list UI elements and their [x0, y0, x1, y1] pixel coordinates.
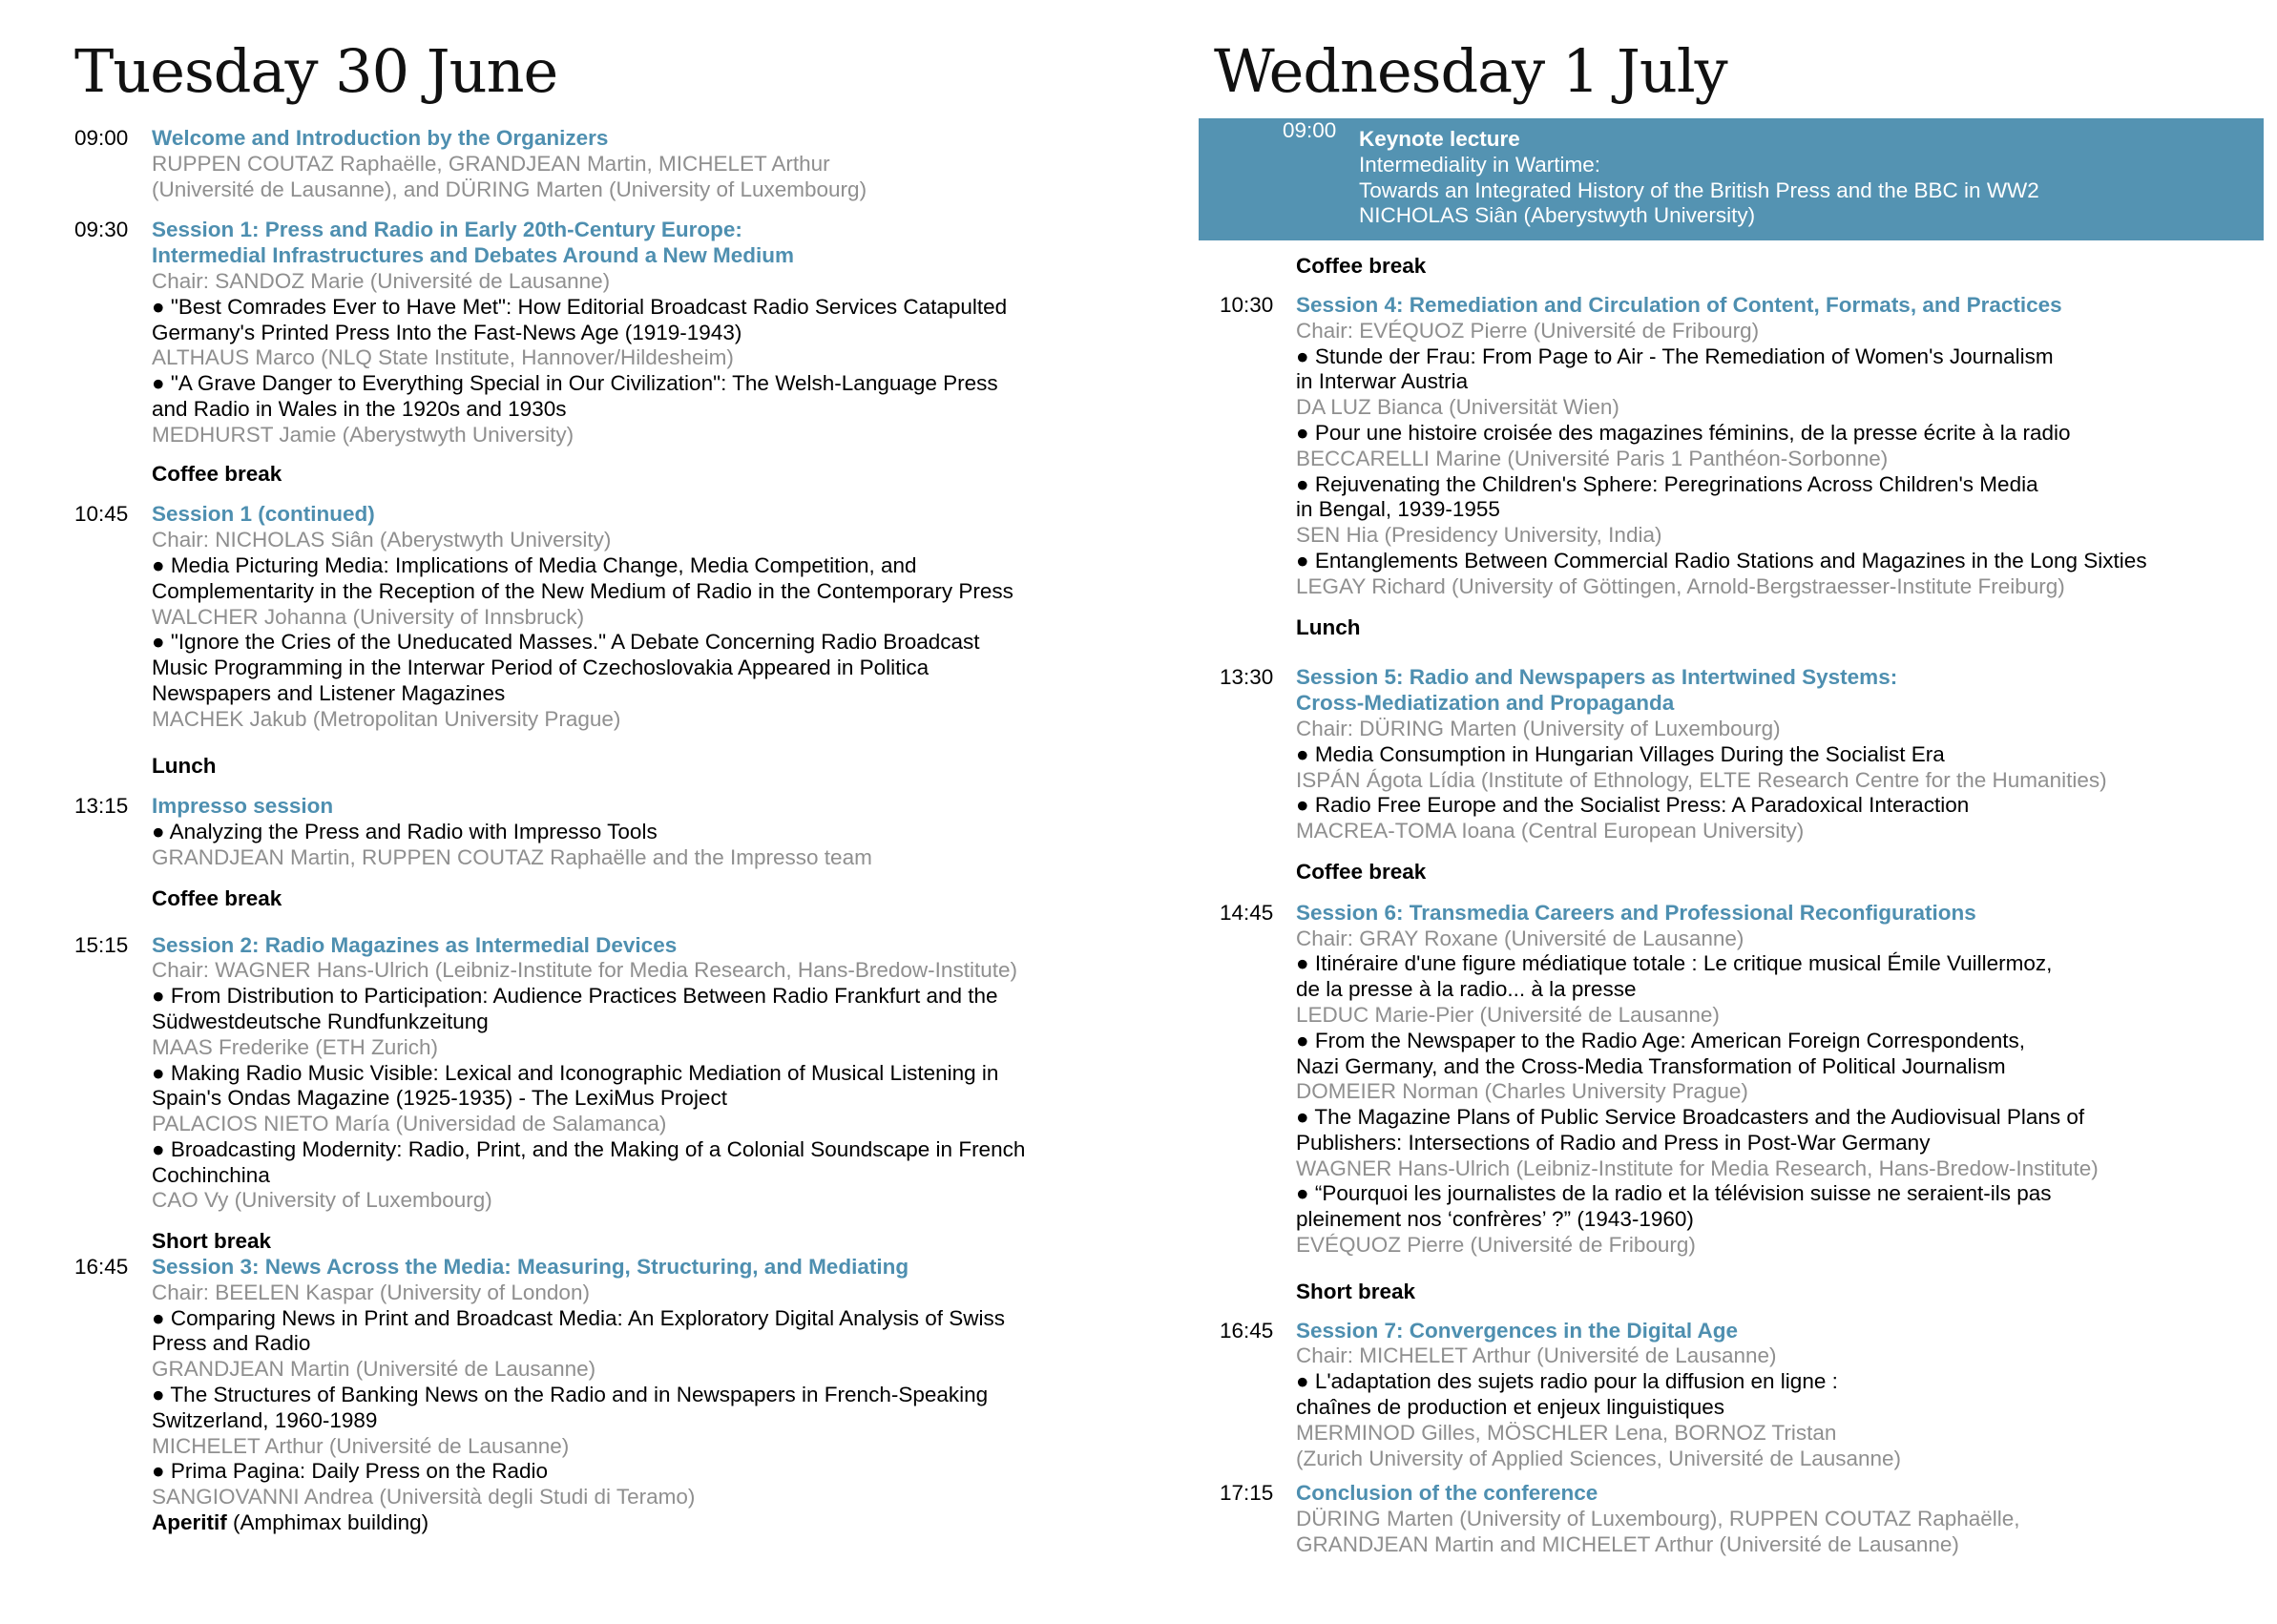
paper-title: ● “Pourquoi les journalistes de la radio et la télévision suisse ne seraient-ils pas	[1296, 1181, 2052, 1206]
paper-title: ● "Best Comrades Ever to Have Met": How Editorial Broadcast Radio Services Catapulted	[152, 294, 1008, 319]
session-content	[152, 933, 1145, 1215]
speaker-affiliation: WAGNER Hans-Ulrich (Leibniz-Institute for Media Research, Hans-Bredow-Institute)	[1296, 1156, 2099, 1180]
paper-title: ● From Distribution to Participation: Audience Practices Between Radio Frankfurt and the	[152, 984, 998, 1009]
paper-title: and Radio in Wales in the 1920s and 1930s	[152, 396, 567, 421]
paper-title: Südwestdeutsche Rundfunkzeitung	[152, 1009, 489, 1033]
speaker-affiliation: ISPÁN Ágota Lídia (Institute of Ethnology, ELTE Research Centre for the Humanities)	[1296, 767, 2107, 792]
paper-title: Germany's Printed Press Into the Fast-News Age (1919-1943)	[152, 320, 742, 344]
paper-title: in Bengal, 1939-1955	[1296, 497, 1500, 522]
session-content	[1296, 1319, 2271, 1472]
session-title: Keynote lecture	[1359, 127, 1520, 151]
paper-title: Publishers: Intersections of Radio and Press in Post-War Germany	[1296, 1130, 1931, 1155]
session-chair: Chair: SANDOZ Marie (Université de Lausanne)	[152, 268, 611, 293]
session-title: Session 5: Radio and Newspapers as Intertwined Systems:	[1296, 665, 1898, 690]
break-label	[152, 886, 1145, 912]
break-label-text: Coffee break	[152, 461, 282, 486]
break-item	[1136, 615, 2271, 641]
speaker-affiliation: NICHOLAS Siân (Aberystwyth University)	[1359, 203, 1756, 228]
break-label-text: Coffee break	[1296, 859, 1427, 884]
schedule-list	[1136, 118, 2271, 1558]
break-item	[1136, 860, 2271, 885]
session-chair: Chair: DÜRING Marten (University of Luxembourg)	[1296, 716, 1781, 740]
day-title: Tuesday 30 June	[74, 36, 558, 106]
paper-title: ● Prima Pagina: Daily Press on the Radio	[152, 1459, 549, 1484]
session-time: 13:30	[1220, 665, 1274, 690]
speaker-affiliation: (Université de Lausanne), and DÜRING Marten (University of Luxembourg)	[152, 177, 867, 201]
speaker-affiliation: CAO Vy (University of Luxembourg)	[152, 1188, 492, 1213]
session-block	[0, 1255, 1145, 1510]
paper-title: Complementarity in the Reception of the New Medium of Radio in the Contemporary Press	[152, 578, 1013, 603]
session-content	[152, 218, 1145, 448]
break-label-text: Coffee break	[1296, 254, 1427, 279]
paper-title: ● Rejuvenating the Children's Sphere: Peregrinations Across Children's Media	[1296, 471, 2038, 496]
paper-title: ● Broadcasting Modernity: Radio, Print, and the Making of a Colonial Soundscape in French	[152, 1136, 1026, 1161]
session-title: Intermedial Infrastructures and Debates Around a New Medium	[152, 243, 795, 268]
break-item	[1136, 1280, 2271, 1305]
break-item	[0, 886, 1145, 912]
break-item	[1136, 254, 2271, 280]
paper-title: ● Itinéraire d'une figure médiatique totale : Le critique musical Émile Vuillermoz,	[1296, 951, 2053, 976]
break-label	[152, 1510, 1145, 1536]
paper-title: Spain's Ondas Magazine (1925-1935) - The LexiMus Project	[152, 1086, 727, 1111]
session-title: Session 1: Press and Radio in Early 20th-Century Europe:	[152, 218, 742, 242]
paper-title: Newspapers and Listener Magazines	[152, 680, 506, 705]
session-chair: Chair: MICHELET Arthur (Université de Lausanne)	[1296, 1343, 1777, 1368]
paper-title: Press and Radio	[152, 1331, 311, 1356]
session-time: 16:45	[1220, 1318, 1274, 1343]
paper-title: ● Pour une histoire croisée des magazines féminins, de la presse écrite à la radio	[1296, 420, 2071, 445]
break-label-text: Short break	[1296, 1279, 1416, 1303]
speaker-affiliation: (Zurich University of Applied Sciences, Université de Lausanne)	[1296, 1446, 1902, 1470]
speaker-affiliation: GRANDJEAN Martin (Université de Lausanne)	[152, 1357, 596, 1382]
session-block	[0, 794, 1145, 870]
session-content	[1296, 293, 2271, 600]
session-content	[152, 1255, 1145, 1510]
speaker-affiliation: MICHELET Arthur (Université de Lausanne)	[152, 1433, 570, 1458]
schedule-list	[0, 126, 1145, 1536]
speaker-affiliation: MERMINOD Gilles, MÖSCHLER Lena, BORNOZ Tristan	[1296, 1420, 1837, 1445]
session-time: 14:45	[1220, 900, 1274, 925]
break-label	[152, 462, 1145, 488]
session-content	[152, 126, 1145, 202]
keynote-block	[1199, 118, 2264, 240]
paper-title: ● Making Radio Music Visible: Lexical and Iconographic Mediation of Musical Listening in	[152, 1060, 999, 1085]
session-content	[1296, 901, 2271, 1259]
session-time: 10:45	[74, 502, 129, 527]
session-chair: Chair: EVÉQUOZ Pierre (Université de Fribourg)	[1296, 318, 1760, 343]
break-label-text: Aperitif	[152, 1510, 227, 1535]
speaker-affiliation: DOMEIER Norman (Charles University Prague)	[1296, 1079, 1748, 1104]
speaker-affiliation: Towards an Integrated History of the British Press and the BBC in WW2	[1359, 177, 2039, 202]
speaker-affiliation: EVÉQUOZ Pierre (Université de Fribourg)	[1296, 1233, 1696, 1258]
session-block	[1136, 1481, 2271, 1557]
paper-title: pleinement nos ‘confrères’ ?” (1943-1960)	[1296, 1207, 1694, 1232]
paper-title: ● "Ignore the Cries of the Uneducated Masses." A Debate Concerning Radio Broadcast	[152, 630, 980, 655]
session-title: Session 6: Transmedia Careers and Professional Reconfigurations	[1296, 900, 1976, 925]
break-label	[152, 754, 1145, 780]
speaker-affiliation: DA LUZ Bianca (Universität Wien)	[1296, 395, 1619, 420]
speaker-affiliation: MACREA-TOMA Ioana (Central European University)	[1296, 819, 1805, 843]
speaker-affiliation: WALCHER Johanna (University of Innsbruck)	[152, 604, 585, 629]
speaker-affiliation: RUPPEN COUTAZ Raphaëlle, GRANDJEAN Martin, MICHELET Arthur	[152, 151, 830, 176]
session-chair: Chair: GRAY Roxane (Université de Lausanne)	[1296, 926, 1744, 950]
speaker-affiliation: DÜRING Marten (University of Luxembourg), RUPPEN COUTAZ Raphaëlle,	[1296, 1507, 2020, 1531]
break-label-text: Lunch	[1296, 614, 1361, 639]
break-label-text: Coffee break	[152, 885, 282, 910]
session-block	[0, 126, 1145, 202]
speaker-affiliation: LEDUC Marie-Pier (Université de Lausanne)	[1296, 1002, 1720, 1027]
paper-title: ● Media Consumption in Hungarian Villages During the Socialist Era	[1296, 741, 1945, 766]
speaker-affiliation: Intermediality in Wartime:	[1359, 152, 1600, 177]
session-title: Session 4: Remediation and Circulation of Content, Formats, and Practices	[1296, 292, 2062, 317]
session-chair: Chair: NICHOLAS Siân (Aberystwyth University)	[152, 528, 612, 552]
break-label	[1296, 860, 2271, 885]
session-time: 09:00	[1283, 118, 1337, 142]
session-title: Session 1 (continued)	[152, 502, 375, 527]
paper-title: Cochinchina	[152, 1162, 270, 1187]
speaker-affiliation: BECCARELLI Marine (Université Paris 1 Panthéon-Sorbonne)	[1296, 446, 1889, 470]
session-chair: Chair: WAGNER Hans-Ulrich (Leibniz-Institute for Media Research, Hans-Bredow-Institute)	[152, 958, 1017, 983]
session-title: Session 7: Convergences in the Digital Age	[1296, 1318, 1739, 1343]
session-content	[1296, 665, 2271, 844]
break-item	[0, 462, 1145, 488]
break-item	[0, 1510, 1145, 1536]
break-location: (Amphimax building)	[226, 1510, 429, 1535]
session-time: 09:30	[74, 218, 129, 242]
session-block	[1136, 901, 2271, 1259]
session-title: Conclusion of the conference	[1296, 1481, 1598, 1506]
session-time: 10:30	[1220, 292, 1274, 317]
session-chair: Chair: BEELEN Kaspar (University of London)	[152, 1280, 590, 1304]
session-block	[0, 933, 1145, 1215]
break-item	[0, 1229, 1145, 1255]
speaker-affiliation: SEN Hia (Presidency University, India)	[1296, 523, 1662, 548]
session-title: Welcome and Introduction by the Organizers	[152, 126, 609, 150]
speaker-affiliation: GRANDJEAN Martin and MICHELET Arthur (Université de Lausanne)	[1296, 1532, 1959, 1557]
session-block	[0, 218, 1145, 448]
speaker-affiliation: SANGIOVANNI Andrea (Università degli Studi di Teramo)	[152, 1485, 696, 1509]
break-label-text: Short break	[152, 1229, 272, 1254]
session-title: Session 3: News Across the Media: Measuring, Structuring, and Mediating	[152, 1255, 909, 1280]
paper-title: ● Media Picturing Media: Implications of Media Change, Media Competition, and	[152, 552, 917, 577]
session-title: Session 2: Radio Magazines as Intermedial Devices	[152, 932, 678, 957]
paper-title: Nazi Germany, and the Cross-Media Transformation of Political Journalism	[1296, 1053, 2006, 1078]
paper-title: chaînes de production et enjeux linguistiques	[1296, 1395, 1725, 1420]
session-block	[1136, 293, 2271, 600]
session-block	[1136, 1319, 2271, 1472]
day-title: Wednesday 1 July	[1214, 36, 1727, 106]
break-label	[1296, 254, 2271, 280]
session-time: 17:15	[1220, 1481, 1274, 1506]
session-content	[152, 794, 1145, 870]
paper-title: ● L'adaptation des sujets radio pour la diffusion en ligne :	[1296, 1369, 1838, 1394]
session-content	[1359, 127, 2264, 229]
paper-title: ● Analyzing the Press and Radio with Impresso Tools	[152, 820, 658, 844]
session-title: Impresso session	[152, 794, 334, 819]
paper-title: ● From the Newspaper to the Radio Age: American Foreign Correspondents,	[1296, 1028, 2025, 1052]
paper-title: ● Entanglements Between Commercial Radio Stations and Magazines in the Long Sixties	[1296, 548, 2147, 573]
paper-title: Switzerland, 1960-1989	[152, 1407, 378, 1432]
speaker-affiliation: LEGAY Richard (University of Göttingen, Arnold-Bergstraesser-Institute Freiburg)	[1296, 573, 2065, 598]
session-block	[0, 502, 1145, 732]
speaker-affiliation: PALACIOS NIETO María (Universidad de Salamanca)	[152, 1112, 667, 1136]
break-label	[1296, 1280, 2271, 1305]
break-label	[152, 1229, 1145, 1255]
paper-title: Music Programming in the Interwar Period of Czechoslovakia Appeared in Politica	[152, 656, 930, 680]
session-content	[1296, 1481, 2271, 1557]
paper-title: ● Radio Free Europe and the Socialist Press: A Paradoxical Interaction	[1296, 793, 1970, 818]
speaker-affiliation: MAAS Frederike (ETH Zurich)	[152, 1034, 439, 1059]
paper-title: ● "A Grave Danger to Everything Special in Our Civilization": The Welsh-Language Press	[152, 371, 998, 396]
speaker-affiliation: MEDHURST Jamie (Aberystwyth University)	[152, 422, 574, 447]
speaker-affiliation: GRANDJEAN Martin, RUPPEN COUTAZ Raphaëlle and the Impresso team	[152, 844, 872, 869]
paper-title: in Interwar Austria	[1296, 369, 1469, 394]
break-item	[0, 754, 1145, 780]
session-title: Cross-Mediatization and Propaganda	[1296, 691, 1675, 716]
paper-title: de la presse à la radio... à la presse	[1296, 977, 1637, 1002]
speaker-affiliation: MACHEK Jakub (Metropolitan University Prague)	[152, 706, 621, 731]
session-block	[1136, 665, 2271, 844]
paper-title: ● Stunde der Frau: From Page to Air - The Remediation of Women's Journalism	[1296, 344, 2054, 368]
session-time: 16:45	[74, 1255, 129, 1280]
session-time: 13:15	[74, 794, 129, 819]
paper-title: ● Comparing News in Print and Broadcast Media: An Exploratory Digital Analysis of Swiss	[152, 1305, 1005, 1330]
paper-title: ● The Structures of Banking News on the Radio and in Newspapers in French-Speaking	[152, 1383, 989, 1407]
session-time: 09:00	[74, 126, 129, 150]
break-label-text: Lunch	[152, 753, 217, 778]
session-content	[152, 502, 1145, 732]
break-label	[1296, 615, 2271, 641]
speaker-affiliation: ALTHAUS Marco (NLQ State Institute, Hannover/Hildesheim)	[152, 345, 734, 370]
paper-title: ● The Magazine Plans of Public Service Broadcasters and the Audiovisual Plans of	[1296, 1105, 2085, 1130]
session-time: 15:15	[74, 932, 129, 957]
